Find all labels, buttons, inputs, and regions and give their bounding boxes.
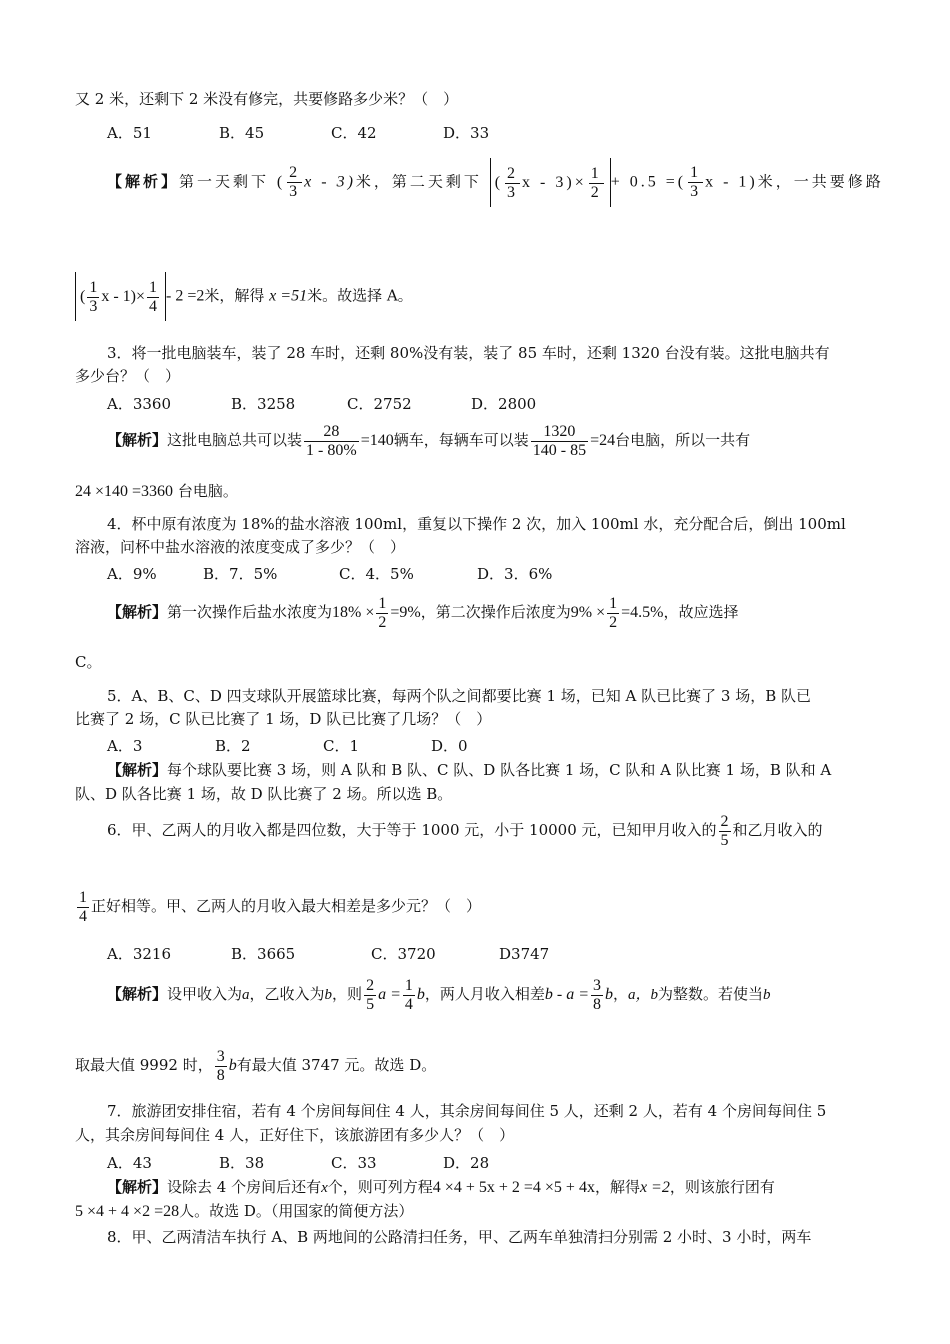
- q6-solution: 【解析】设甲收入为a，乙收入为b，则 $\frac{2}{5}$ a = $\frac{1}{4}$ b，两人月收入相差b - a = $\frac{3}{8}$ b，a，b为整数。若使当b: [107, 976, 771, 1013]
- option[interactable]: A．9%: [107, 565, 157, 583]
- q7-solution: 【解析】设除去 4 个房间后还有x个，则可列方程4 ×4 + 5x + 2 =4 ×5 + 4x，解得x =2，则该旅行团有: [107, 1178, 775, 1196]
- q4-solution-cont: C。: [75, 653, 102, 671]
- q2-solution: 【解析】第一天剩下 ( $\frac{2}{3}$ x - 3)米，第二天剩下 ( $\frac{2}{3}$ x - 3)× $\frac{1}{2}$ + 0.5 =( $\frac{1}{3}$ x - 1)米，一共要修路: [107, 158, 880, 207]
- q5-solution-cont: 队、D 队各比赛 1 场，故 D 队比赛了 2 场。所以选 B。: [75, 785, 453, 803]
- q3-solution: 【解析】这批电脑总共可以装 $\frac{28}{1 - 80\%}$ =140辆车，每辆车可以装 $\frac{1320}{140 - 85}$ =24台电脑，所以一共有: [107, 422, 751, 459]
- q7-solution-cont: 5 ×4 + 4 ×2 =28人。故选 D。（用国家的简便方法）: [75, 1202, 414, 1220]
- q6-line1: 6．甲、乙两人的月收入都是四位数，大于等于 1000 元，小于 10000 元，已知甲月收入的 $\frac{2}{5}$ 和乙月收入的: [107, 812, 823, 849]
- q2-text: 又 2 米，还剩下 2 米没有修完，共要修路多少米？（ ）: [75, 90, 459, 108]
- q7-options: [107, 1152, 880, 1174]
- q8-line1: 8．甲、乙两清洁车执行 A、B 两地间的公路清扫任务，甲、乙两车单独清扫分别需 2 小时、3 小时，两车: [107, 1228, 812, 1246]
- option[interactable]: B．7．5%: [203, 565, 278, 583]
- option[interactable]: B．3258: [231, 395, 296, 413]
- q6-line2: $\frac{1}{4}$ 正好相等。甲、乙两人的月收入最大相差是多少元？（ ）: [79, 888, 482, 925]
- q4-options: [107, 563, 880, 585]
- q5-line1: 5．A、B、C、D 四支球队开展篮球比赛，每两个队之间都要比赛 1 场，已知 A 队已比赛了 3 场，B 队已: [107, 687, 811, 705]
- q5-options: [107, 735, 880, 757]
- option[interactable]: D．2800: [471, 395, 537, 413]
- option[interactable]: B．45: [219, 124, 265, 142]
- option[interactable]: C．33: [331, 1154, 377, 1172]
- option[interactable]: D．0: [431, 737, 468, 755]
- q3-line1: 3．将一批电脑装车，装了 28 车时，还剩 80%没有装，装了 85 车时，还剩 1320 台没有装。这批电脑共有: [107, 344, 830, 362]
- option[interactable]: C．1: [323, 737, 360, 755]
- option[interactable]: A．3216: [107, 945, 172, 963]
- q5-line2: 比赛了 2 场，C 队已比赛了 1 场，D 队已比赛了几场？（ ）: [75, 710, 492, 728]
- q5-solution: 【解析】每个球队要比赛 3 场，则 A 队和 B 队、C 队、D 队各比赛 1 场，C 队和 A 队比赛 1 场，B 队和 A: [107, 761, 832, 779]
- q2-options: [107, 122, 880, 144]
- q6-options: [107, 943, 880, 965]
- q3-options: [107, 393, 880, 415]
- q6-solution-cont: 取最大值 9992 时， $\frac{3}{8}$ b有最大值 3747 元。故选 D。: [75, 1047, 437, 1084]
- option[interactable]: D3747: [499, 945, 550, 963]
- option[interactable]: A．51: [107, 124, 152, 142]
- fraction: $\frac{2}{3}$: [289, 164, 301, 200]
- q4-line1: 4．杯中原有浓度为 18%的盐水溶液 100ml，重复以下操作 2 次，加入 100ml 水，充分配合后，倒出 100ml: [107, 515, 846, 533]
- option[interactable]: C．42: [331, 124, 377, 142]
- option[interactable]: C．2752: [347, 395, 412, 413]
- option[interactable]: C．3720: [371, 945, 436, 963]
- option[interactable]: A．3: [107, 737, 143, 755]
- q7-line1: 7．旅游团安排住宿，若有 4 个房间每间住 4 人，其余房间每间住 5 人，还剩 2 人，若有 4 个房间每间住 5: [107, 1102, 827, 1120]
- option[interactable]: B．38: [219, 1154, 265, 1172]
- option[interactable]: A．3360: [107, 395, 172, 413]
- q4-line2: 溶液，问杯中盐水溶液的浓度变成了多少？（ ）: [75, 538, 406, 556]
- option[interactable]: D．33: [443, 124, 490, 142]
- q2-solution-cont: ( $\frac{1}{3}$ x - 1)× $\frac{1}{4}$ - 2 =2米，解得 x =51米。故选择 A。: [75, 272, 880, 321]
- q3-solution-cont: 24 ×140 =3360 台电脑。: [75, 482, 238, 500]
- option[interactable]: C．4．5%: [339, 565, 414, 583]
- option[interactable]: A．43: [107, 1154, 152, 1172]
- q7-line2: 人，其余房间每间住 4 人，正好住下，该旅游团有多少人？（ ）: [75, 1126, 515, 1144]
- option[interactable]: B．2: [215, 737, 251, 755]
- q4-solution: 【解析】第一次操作后盐水浓度为18% × $\frac{1}{2}$ =9%，第二次操作后浓度为9% × $\frac{1}{2}$ =4.5%，故应选择: [107, 594, 739, 631]
- option[interactable]: B．3665: [231, 945, 296, 963]
- option[interactable]: D．28: [443, 1154, 490, 1172]
- option[interactable]: D．3．6%: [477, 565, 553, 583]
- q3-line2: 多少台？（ ）: [75, 367, 181, 385]
- bracket-expr: ( $\frac{2}{3}$ x - 3)× $\frac{1}{2}$: [490, 158, 611, 207]
